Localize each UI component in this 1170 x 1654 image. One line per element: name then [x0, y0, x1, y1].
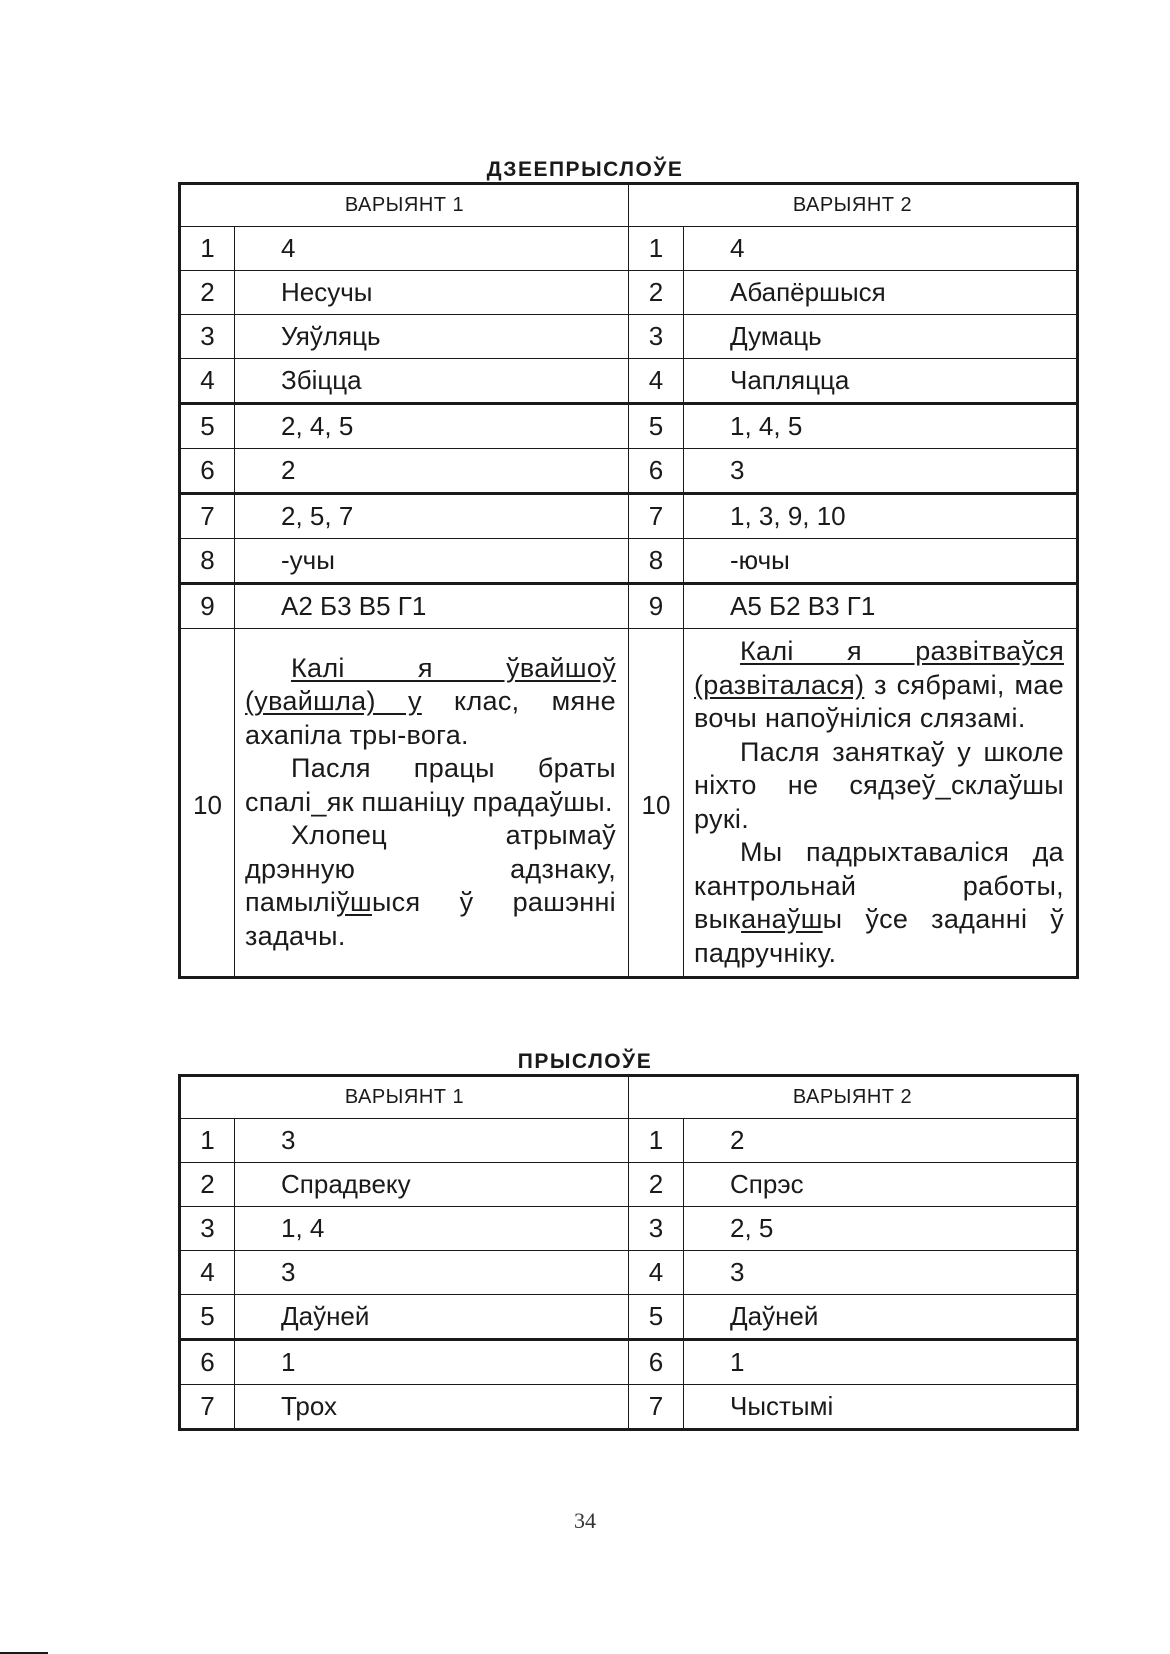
- sentence-3: Мы падрыхтаваліся да кантрольнай работы, выканаўшы ўсе заданні ў падручніку.: [694, 837, 1064, 968]
- question-number: 9: [180, 584, 235, 629]
- question-number: 3: [180, 1207, 235, 1251]
- sentence-1: Калі я развітваўся (развіталася) з сябрамі, мае вочы напоўніліся слязамі.: [694, 636, 1064, 733]
- table-header-row: [180, 184, 1078, 227]
- sentence-1: Калі я ўвайшоў (увайшла) у клас, мяне ахапіла тры-вога.: [245, 652, 616, 750]
- table-row-10: [180, 629, 1078, 978]
- table-row: [180, 1340, 1078, 1385]
- question-number: 4: [180, 359, 235, 404]
- answer-variant-1: 2: [235, 449, 629, 494]
- answers-table-prysloue: [178, 1074, 1079, 1431]
- question-number: 2: [180, 271, 235, 315]
- question-number: 7: [629, 494, 684, 539]
- answer-variant-2: 1, 4, 5: [684, 404, 1078, 449]
- variant-2-header: ВАРЫЯНТ 2: [629, 184, 1078, 227]
- question-number: 10: [629, 629, 684, 978]
- question-number: 7: [180, 494, 235, 539]
- section-title-prysloue: ПРЫСЛОЎЕ: [517, 1050, 653, 1073]
- question-number: 1: [180, 227, 235, 271]
- question-number: 1: [629, 227, 684, 271]
- answer-variant-1: 3: [235, 1251, 629, 1295]
- underlined-letter: ў: [336, 887, 350, 918]
- table-row: [180, 1119, 1078, 1163]
- table-row: [180, 584, 1078, 629]
- answer-variant-1: 2, 4, 5: [235, 404, 629, 449]
- answer-variant-1: Даўней: [235, 1295, 629, 1340]
- answer-variant-2: Чапляцца: [684, 359, 1078, 404]
- table-row: [180, 494, 1078, 539]
- table-row: [180, 404, 1078, 449]
- sentence-2: Пасля заняткаў у школе ніхто не сядзеў_склаўшы рукі.: [694, 736, 1064, 834]
- sentence-2: Пасля працы браты спалі_як пшаніцу прадаўшы.: [245, 753, 616, 817]
- question-number: 8: [629, 539, 684, 584]
- table-row: [180, 315, 1078, 359]
- answer-variant-2: Абапёршыся: [684, 271, 1078, 315]
- answer-variant-2: 1: [684, 1340, 1078, 1385]
- question-number: 6: [629, 1340, 684, 1385]
- answer-variant-1: Несучы: [235, 271, 629, 315]
- table-row: [180, 1251, 1078, 1295]
- table-row: [180, 539, 1078, 584]
- answer-variant-1: А2 Б3 В5 Г1: [235, 584, 629, 629]
- question-number: 3: [180, 315, 235, 359]
- question-number: 5: [180, 1295, 235, 1340]
- table-row: [180, 1163, 1078, 1207]
- answer-variant-2: 1, 3, 9, 10: [684, 494, 1078, 539]
- answer-variant-1: 1, 4: [235, 1207, 629, 1251]
- question-number: 4: [180, 1251, 235, 1295]
- answers-table-dzeeprysloue: [178, 182, 1079, 979]
- answer-variant-1: Спрадвеку: [235, 1163, 629, 1207]
- section-title-dzeeprysloue: ДЗЕЕПРЫСЛОЎЕ: [486, 158, 684, 181]
- sentence-3: Хлопец атрымаў дрэнную адзнаку, памыліўшыся ў рашэнні задачы.: [245, 820, 616, 951]
- answer-variant-2: 2: [684, 1119, 1078, 1163]
- answer-variant-2: 3: [684, 1251, 1078, 1295]
- table-row: [180, 449, 1078, 494]
- question-number: 5: [629, 1295, 684, 1340]
- question-number: 3: [629, 1207, 684, 1251]
- variant-1-header: ВАРЫЯНТ 1: [180, 184, 629, 227]
- question-number: 2: [629, 1163, 684, 1207]
- question-number: 2: [629, 271, 684, 315]
- question-number: 1: [180, 1119, 235, 1163]
- answer-variant-1: -учы: [235, 539, 629, 584]
- answer-variant-1-sentences: [235, 629, 629, 978]
- table-row: [180, 271, 1078, 315]
- table-row: [180, 1385, 1078, 1430]
- answer-variant-2: Чыстымі: [684, 1385, 1078, 1430]
- question-number: 4: [629, 359, 684, 404]
- question-number: 6: [180, 449, 235, 494]
- question-number: 4: [629, 1251, 684, 1295]
- question-number: 1: [629, 1119, 684, 1163]
- table-row: [180, 1207, 1078, 1251]
- underlined-phrase: Калі я ўвайшоў (увайшла) у: [245, 652, 616, 717]
- question-number: 8: [180, 539, 235, 584]
- answer-variant-2: Даўней: [684, 1295, 1078, 1340]
- question-number: 10: [180, 629, 235, 978]
- table-row: [180, 227, 1078, 271]
- answer-variant-2-sentences: [684, 629, 1078, 978]
- underlined-phrase: Калі я развітваўся (развіталася): [694, 636, 1064, 700]
- answer-variant-2: Думаць: [684, 315, 1078, 359]
- underlined-letter: ш: [349, 887, 372, 918]
- answer-variant-2: Спрэс: [684, 1163, 1078, 1207]
- answer-variant-2: 4: [684, 227, 1078, 271]
- table-row: [180, 1295, 1078, 1340]
- question-number: 7: [629, 1385, 684, 1430]
- answer-variant-1: 1: [235, 1340, 629, 1385]
- page-number: 34: [574, 1508, 596, 1533]
- underlined-letters: анаўш: [741, 904, 823, 934]
- answer-variant-2: 2, 5: [684, 1207, 1078, 1251]
- answer-variant-2: -ючы: [684, 539, 1078, 584]
- answer-variant-1: Уяўляць: [235, 315, 629, 359]
- answer-variant-2: А5 Б2 В3 Г1: [684, 584, 1078, 629]
- question-number: 3: [629, 315, 684, 359]
- answer-variant-2: 3: [684, 449, 1078, 494]
- answer-variant-1: 4: [235, 227, 629, 271]
- answer-variant-1: Збіцца: [235, 359, 629, 404]
- variant-2-header: ВАРЫЯНТ 2: [629, 1076, 1078, 1119]
- question-number: 9: [629, 584, 684, 629]
- question-number: 6: [629, 449, 684, 494]
- answer-variant-1: Трох: [235, 1385, 629, 1430]
- answer-variant-1: 3: [235, 1119, 629, 1163]
- answer-variant-1: 2, 5, 7: [235, 494, 629, 539]
- table-header-row: [180, 1076, 1078, 1119]
- question-number: 2: [180, 1163, 235, 1207]
- question-number: 7: [180, 1385, 235, 1430]
- question-number: 6: [180, 1340, 235, 1385]
- variant-1-header: ВАРЫЯНТ 1: [180, 1076, 629, 1119]
- question-number: 5: [629, 404, 684, 449]
- question-number: 5: [180, 404, 235, 449]
- table-row: [180, 359, 1078, 404]
